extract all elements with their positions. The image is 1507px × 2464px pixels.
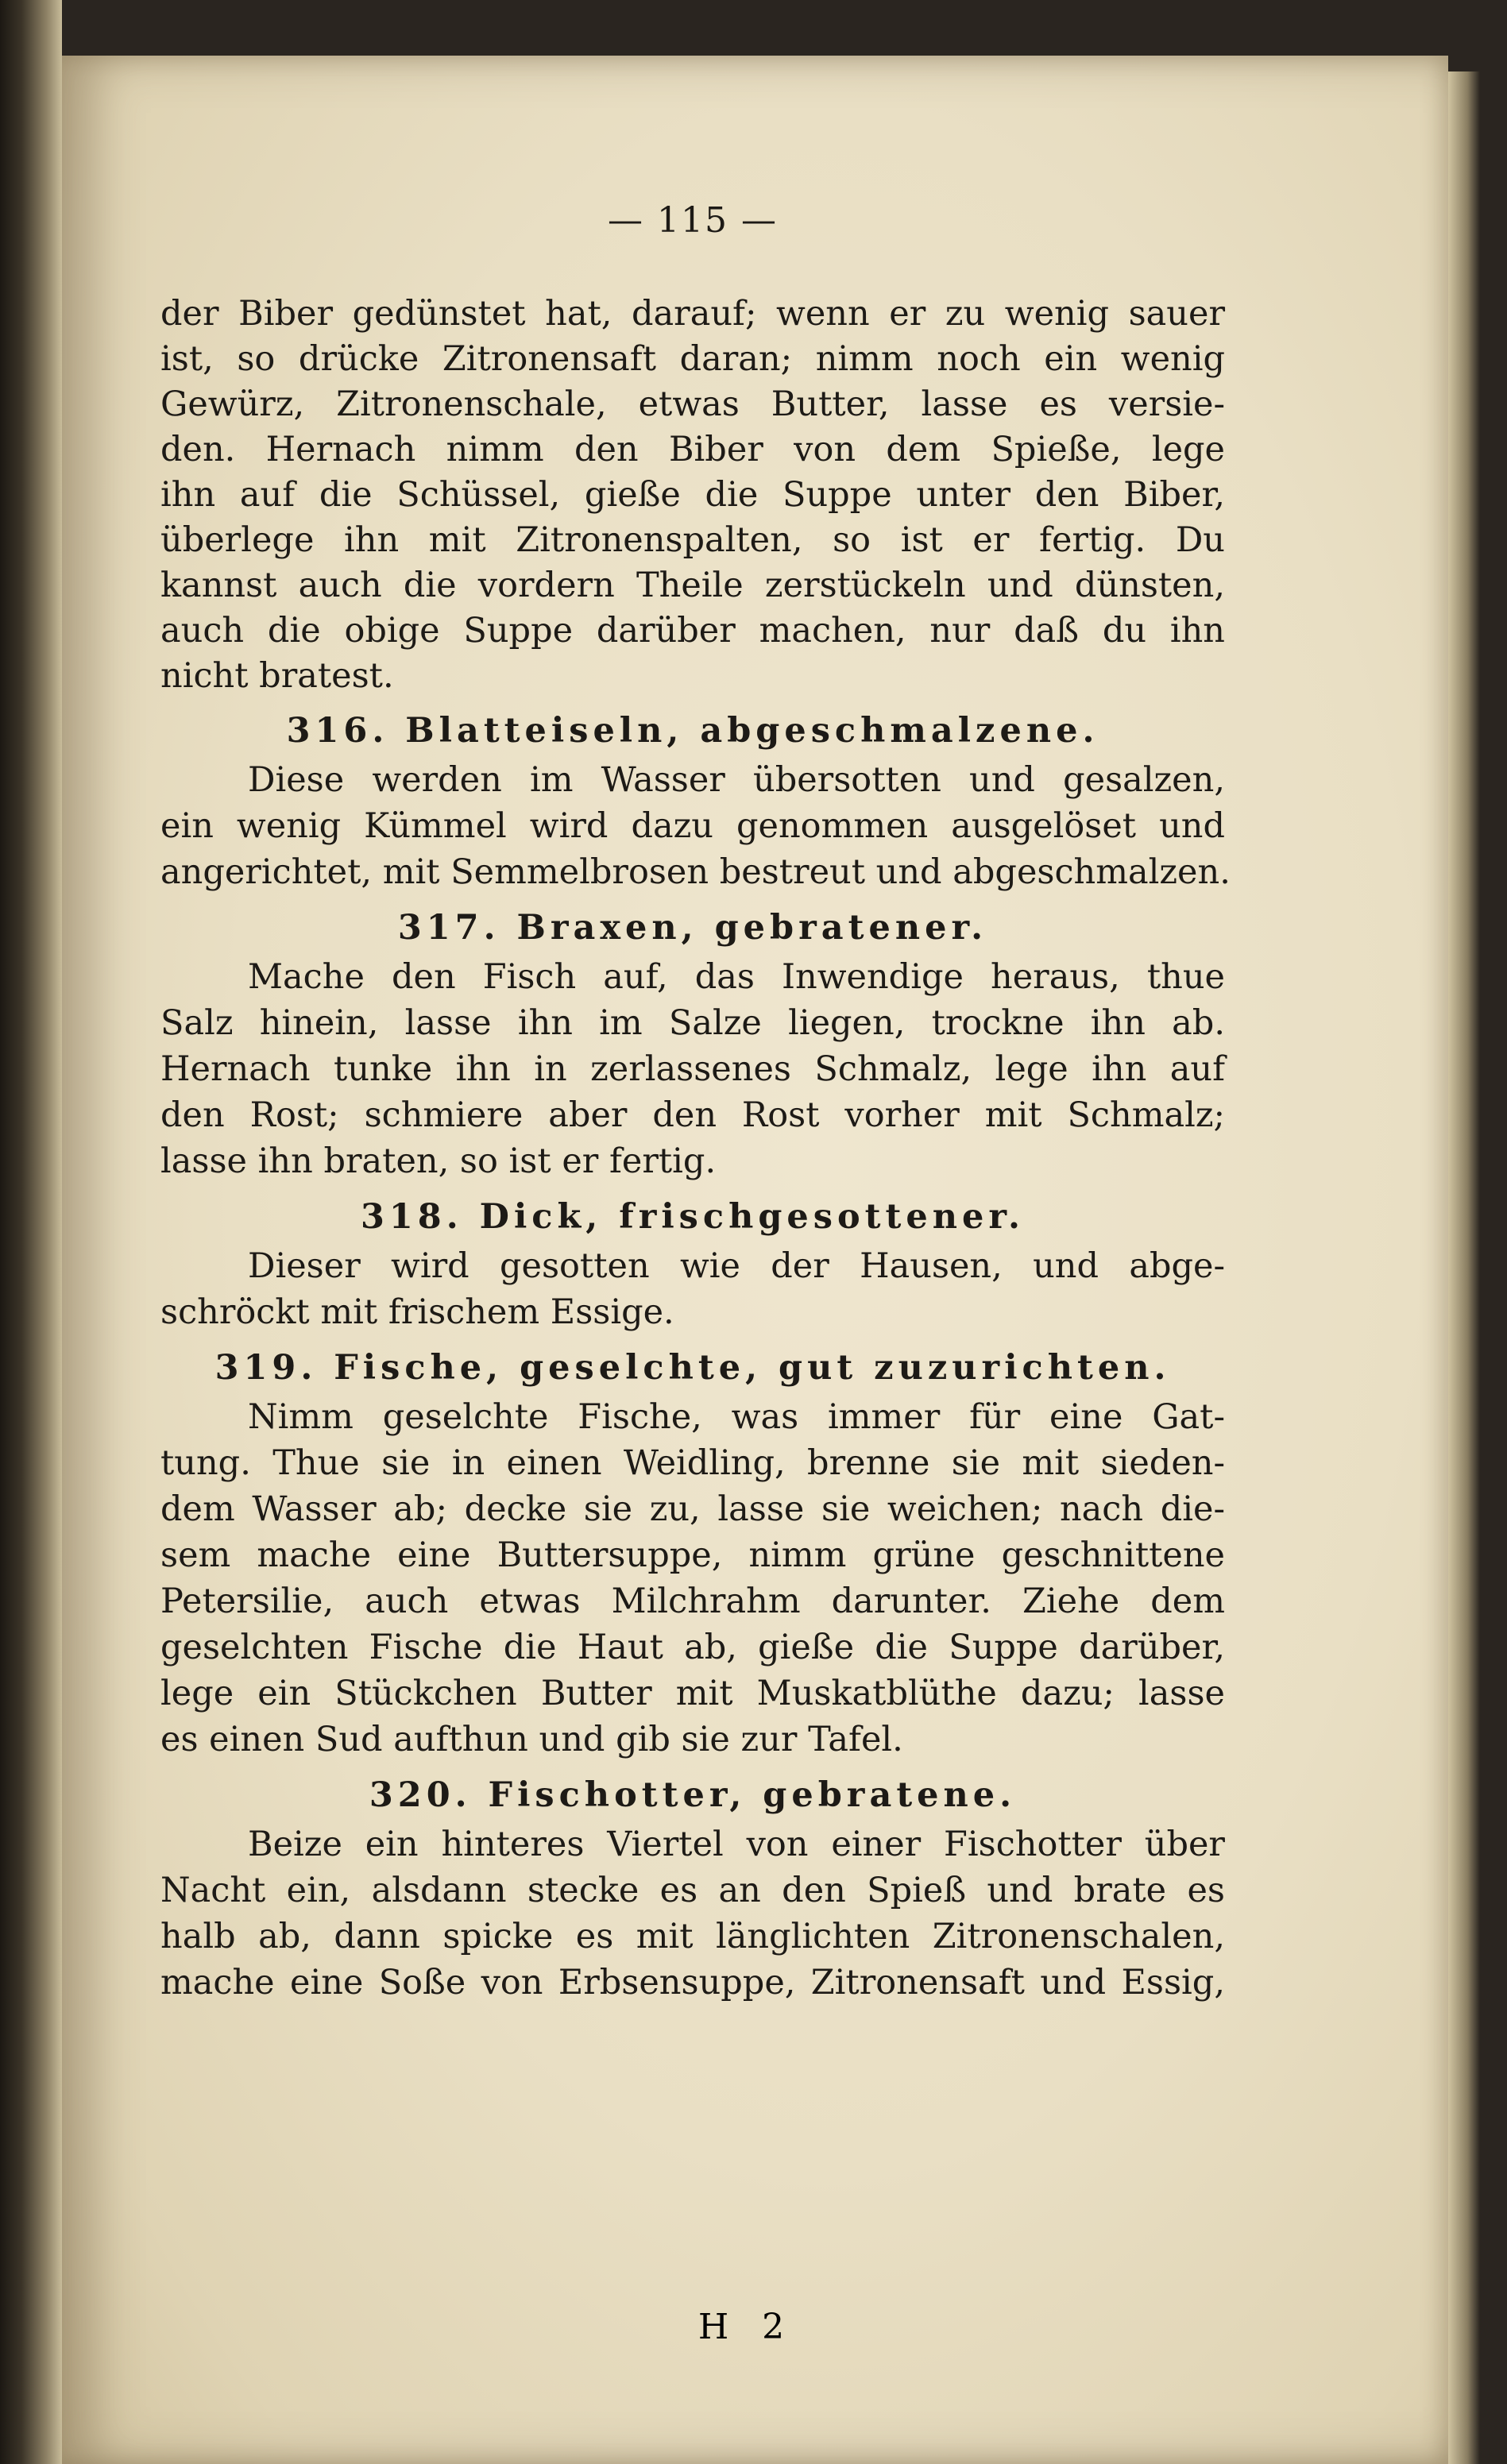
- text-line: Dieser wird gesotten wie der Hausen, und abge-: [248, 1246, 1225, 1286]
- text-line: Salz hinein, lasse ihn im Salze liegen, trockne ihn ab.: [160, 1003, 1225, 1043]
- text-line: dem Wasser ab; decke sie zu, lasse sie weichen; nach die-: [160, 1489, 1225, 1529]
- text-line: ihn auf die Schüssel, gieße die Suppe unter den Biber,: [160, 475, 1225, 515]
- text-line: der Biber gedünstet hat, darauf; wenn er zu wenig sauer: [160, 294, 1225, 334]
- text-line: halb ab, dann spicke es mit länglichten Zitronenschalen,: [160, 1917, 1225, 1956]
- text-line: ein wenig Kümmel wird dazu genommen ausgelöset und: [160, 806, 1225, 846]
- text-line: ist, so drücke Zitronensaft daran; nimm noch ein wenig: [160, 339, 1225, 379]
- text-line: Mache den Fisch auf, das Inwendige heraus, thue: [248, 957, 1225, 997]
- text-line: angerichtet, mit Semmelbrosen bestreut und abgeschmalzen.: [160, 852, 1231, 892]
- text-line: kannst auch die vordern Theile zerstückeln und dünsten,: [160, 566, 1225, 605]
- text-line: geselchten Fische die Haut ab, gieße die Suppe darüber,: [160, 1628, 1225, 1667]
- text-line: sem mache eine Buttersuppe, nimm grüne geschnittene: [160, 1535, 1225, 1575]
- page-number: — 115 —: [608, 200, 778, 241]
- text-line: mache eine Soße von Erbsensuppe, Zitronensaft und Essig,: [160, 1963, 1225, 2002]
- page-edge: [1448, 71, 1480, 2464]
- text-line: Gewürz, Zitronenschale, etwas Butter, lasse es versie-: [160, 384, 1225, 424]
- recipe-heading-318: 318. Dick, frischgesottener.: [360, 1197, 1026, 1237]
- recipe-heading-317: 317. Braxen, gebratener.: [397, 908, 988, 948]
- recipe-heading-320: 320. Fischotter, gebratene.: [369, 1775, 1017, 1815]
- text-line: lasse ihn braten, so ist er fertig.: [160, 1141, 717, 1181]
- text-line: den. Hernach nimm den Biber von dem Spieße, lege: [160, 430, 1225, 469]
- text-line: schröckt mit frischem Essige.: [160, 1292, 674, 1332]
- text-line: Beize ein hinteres Viertel von einer Fischotter über: [248, 1825, 1225, 1864]
- text-line: tung. Thue sie in einen Weidling, brenne sie mit sieden-: [160, 1443, 1225, 1483]
- text-line: auch die obige Suppe darüber machen, nur daß du ihn: [160, 611, 1225, 651]
- recipe-heading-316: 316. Blatteiseln, abgeschmalzene.: [286, 711, 1099, 751]
- text-line: lege ein Stückchen Butter mit Muskatblüthe dazu; lasse: [160, 1674, 1225, 1713]
- text-line: Hernach tunke ihn in zerlassenes Schmalz, lege ihn auf: [160, 1049, 1225, 1089]
- signature-mark: H 2: [697, 2307, 796, 2347]
- text-line: Diese werden im Wasser übersotten und gesalzen,: [248, 760, 1225, 800]
- text-line: Nacht ein, alsdann stecke es an den Spieß und brate es: [160, 1871, 1225, 1910]
- book-spine: [0, 0, 62, 2464]
- recipe-heading-319: 319. Fische, geselchte, gut zuzurichten.: [214, 1348, 1171, 1388]
- text-line: überlege ihn mit Zitronenspalten, so ist er fertig. Du: [160, 520, 1225, 560]
- text-line: den Rost; schmiere aber den Rost vorher mit Schmalz;: [160, 1095, 1225, 1135]
- text-line: Petersilie, auch etwas Milchrahm darunter. Ziehe dem: [160, 1582, 1225, 1621]
- text-line: nicht bratest.: [160, 656, 394, 696]
- text-line: es einen Sud aufthun und gib sie zur Tafel.: [160, 1720, 903, 1759]
- text-line: Nimm geselchte Fische, was immer für eine Gat-: [248, 1397, 1225, 1437]
